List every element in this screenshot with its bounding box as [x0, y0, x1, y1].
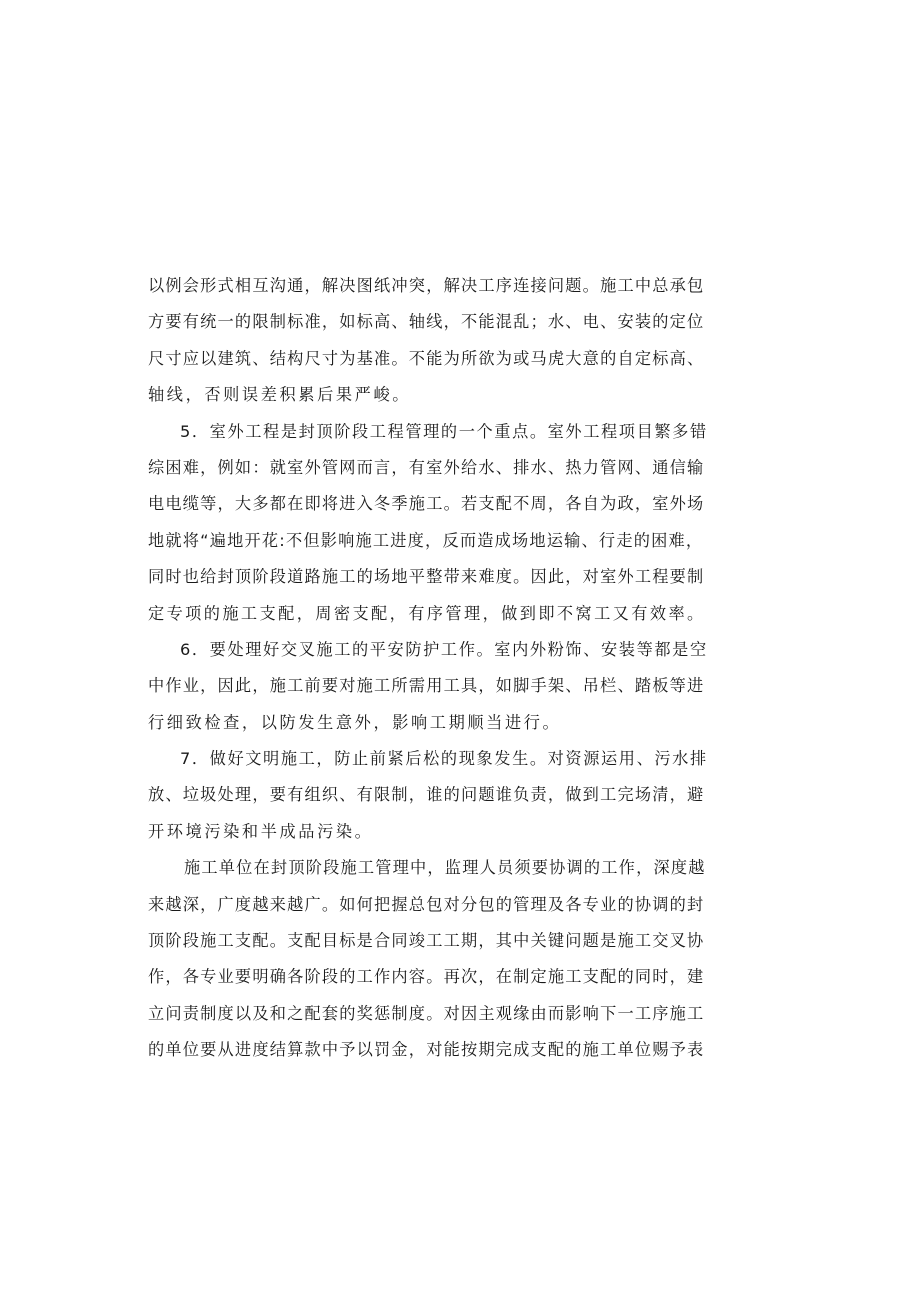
- text-line: 立问责制度以及和之配套的奖惩制度。对因主观缘由而影响下一工序施工: [148, 1003, 705, 1023]
- text-line: 综困难，例如：就室外管网而言，有室外给水、排水、热力管网、通信输: [148, 457, 705, 477]
- text-line: 来越深，广度越来越广。如何把握总包对分包的管理及各专业的协调的封: [148, 894, 705, 914]
- text-line: 方要有统一的限制标准，如标高、轴线，不能混乱；水、电、安装的定位: [148, 312, 705, 332]
- text-line: 以例会形式相互沟通，解决图纸冲突，解决工序连接问题。施工中总承包: [148, 276, 705, 295]
- text-line: 放、垃圾处理，要有组织、有限制，谁的问题谁负责，做到工完场清，避: [148, 785, 705, 805]
- text-line: 中作业，因此，施工前要对施工所需用工具，如脚手架、吊栏、踏板等进: [148, 676, 705, 696]
- text-line: 的单位要从进度结算款中予以罚金，对能按期完成支配的施工单位赐予表: [148, 1040, 705, 1060]
- text-line: 5．室外工程是封顶阶段工程管理的一个重点。室外工程项目繁多错: [180, 421, 708, 441]
- text-line: 定专项的施工支配，周密支配，有序管理，做到即不窝工又有效率。: [148, 603, 706, 623]
- text-line: 尺寸应以建筑、结构尺寸为基准。不能为所欲为或马虎大意的自定标高、: [148, 348, 705, 368]
- text-line: 作，各专业要明确各阶段的工作内容。再次，在制定施工支配的同时，建: [148, 967, 705, 987]
- text-line: 电电缆等，大多都在即将进入冬季施工。若支配不周，各自为政，室外场: [148, 494, 705, 514]
- text-line: 行细致检查，以防发生意外，影响工期顺当进行。: [148, 712, 562, 732]
- text-line: 7．做好文明施工，防止前紧后松的现象发生。对资源运用、污水排: [180, 749, 708, 769]
- text-line: 施工单位在封顶阶段施工管理中，监理人员须要协调的工作，深度越: [184, 858, 706, 878]
- text-line: 同时也给封顶阶段道路施工的场地平整带来难度。因此，对室外工程要制: [148, 567, 705, 587]
- text-line: 开环境污染和半成品污染。: [148, 821, 374, 841]
- text-line: 地就将“遍地开花:不但影响施工进度，反而造成场地运输、行走的困难，: [148, 530, 704, 550]
- document-body: [148, 268, 708, 1069]
- text-line: 轴线，否则误差积累后果严峻。: [148, 385, 412, 405]
- text-line: 6．要处理好交叉施工的平安防护工作。室内外粉饰、安装等都是空: [180, 639, 708, 659]
- text-line: 顶阶段施工支配。支配目标是合同竣工工期，其中关键问题是施工交叉协: [148, 931, 705, 951]
